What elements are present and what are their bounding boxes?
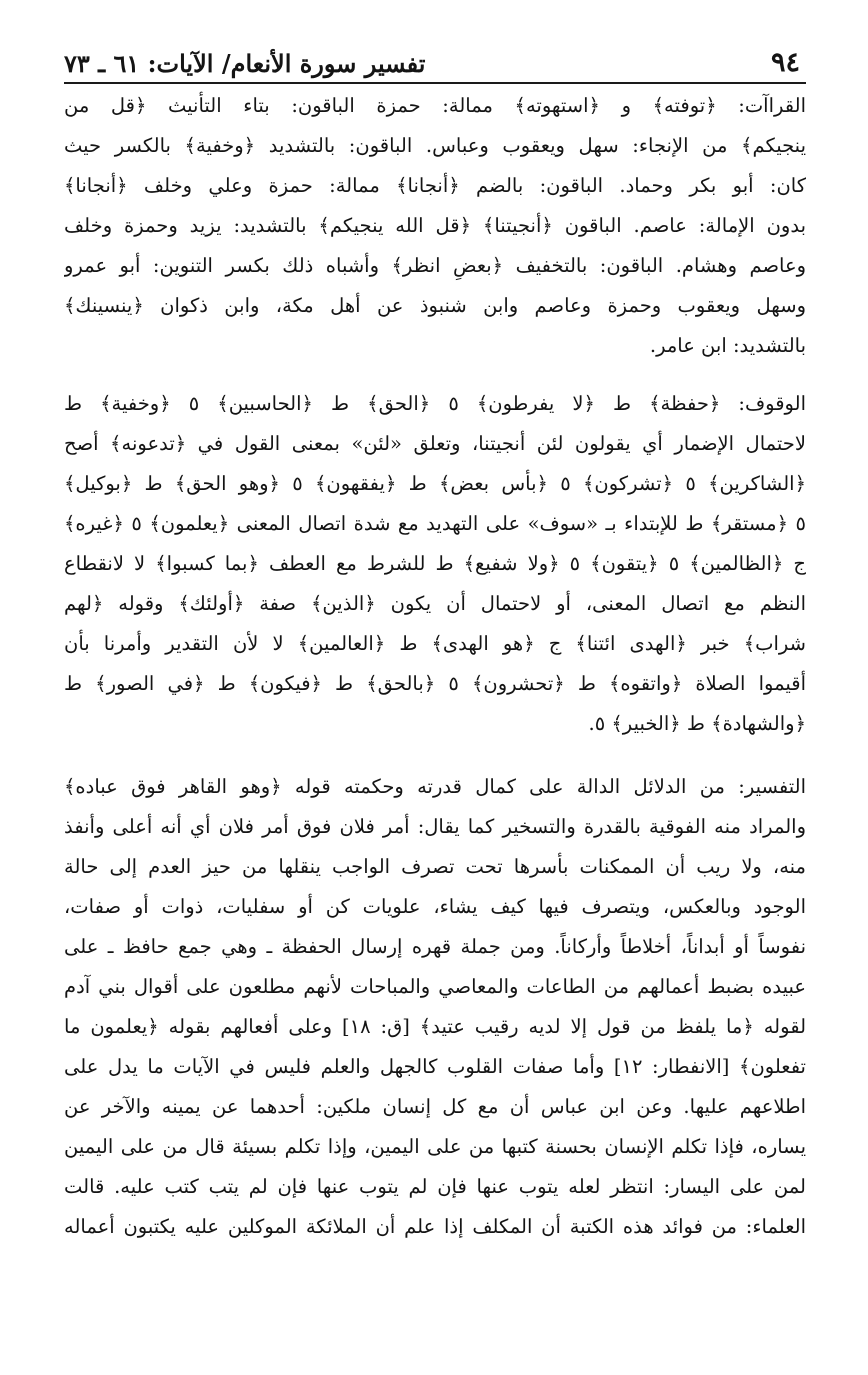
text-line: اطلاعهم عليها. وعن ابن عباس أن مع كل إنسان ملكين: أحدهما عن يمينه والآخر عن xyxy=(64,1095,806,1118)
text-line: والمراد منه الفوقية بالقدرة والتسخير كما يقال: أمر فلان فوق أمر فلان أي أنه أعلى وأنفذ xyxy=(64,815,806,838)
text-line: ج ﴿الظالمين﴾ ٥ ﴿يتقون﴾ ٥ ﴿ولا شفيع﴾ ط للشرط مع العطف ﴿بما كسبوا﴾ لا لانقطاع xyxy=(64,552,806,575)
text-line: وعاصم وهشام. الباقون: بالتخفيف ﴿بعضِ انظر﴾ وأشباه ذلك بكسر التنوين: أبو عمرو xyxy=(64,254,806,277)
text-line: الوقوف: ﴿حفظة﴾ ط ﴿لا يفرطون﴾ ٥ ﴿الحق﴾ ط ﴿الحاسبين﴾ ٥ ﴿وخفية﴾ ط xyxy=(64,392,806,415)
wuquf-section xyxy=(64,384,806,744)
text-line: أقيموا الصلاة ﴿واتقوه﴾ ط ﴿تحشرون﴾ ٥ ﴿بالحق﴾ ط ﴿فيكون﴾ ط ﴿في الصور﴾ ط xyxy=(64,672,806,695)
page-number: ٩٤ xyxy=(770,47,800,78)
text-line: تفعلون﴾ [الانفطار: ١٢] وأما صفات القلوب كالجهل والعلم فليس في الآيات ما يدل على xyxy=(64,1055,806,1078)
text-line: النظم مع اتصال المعنى، أو لاحتمال أن يكون ﴿الذين﴾ صفة ﴿أولئك﴾ وقوله ﴿لهم xyxy=(64,592,806,615)
running-title: تفسير سورة الأنعام/ الآيات: ٦١ ـ ٧٣ xyxy=(64,49,426,78)
text-line: لمن على اليسار: انتظر لعله يتوب عنها فإن لم يتوب عنها فإن لم يتب كتب عليه. قالت xyxy=(64,1175,806,1198)
page-header xyxy=(64,42,806,84)
qiraat-section xyxy=(64,86,806,366)
text-line: التفسير: من الدلائل الدالة على كمال قدرته وحكمته قوله ﴿وهو القاهر فوق عباده﴾ xyxy=(64,775,806,798)
text-line: وسهل ويعقوب وحمزة وعاصم وابن شنبوذ عن أهل مكة، وابن ذكوان ﴿ينسينك﴾ xyxy=(64,294,806,317)
text-line: يساره، فإذا تكلم الإنسان بحسنة كتبها من على اليمين، وإذا تكلم بسيئة قال من على اليمين xyxy=(64,1135,806,1158)
text-line: ينجيكم﴾ من الإنجاء: سهل ويعقوب وعباس. الباقون: بالتشديد ﴿وخفية﴾ بالكسر حيث xyxy=(64,134,806,157)
text-line: منه، ولا ريب أن الممكنات بأسرها تحت تصرف الواجب ينقلها من حيز العدم إلى حالة xyxy=(64,855,806,878)
text-line: العلماء: من فوائد هذه الكتبة أن المكلف إذا علم أن الملائكة الموكلين عليه يكتبون أعماله xyxy=(64,1215,806,1238)
text-line: بدون الإمالة: عاصم. الباقون ﴿أنجيتنا﴾ ﴿قل الله ينجيكم﴾ بالتشديد: يزيد وحمزة وخلف xyxy=(64,214,806,237)
text-line: عبيده بضبط أعمالهم من الطاعات والمعاصي والمباحات لأنهم مطلعون على أقوال بني آدم xyxy=(64,975,806,998)
text-line: نفوساً أو أبداناً، أخلاطاً وأركاناً. ومن جملة قهره إرسال الحفظة ـ وهي جمع حافظ ـ على xyxy=(64,935,806,958)
text-line: الوجود وبالعكس، ويتصرف فيها كيف يشاء، علويات كن أو سفليات، ذوات أو صفات، xyxy=(64,895,806,918)
tafsir-section xyxy=(64,767,806,1247)
text-line: ﴿والشهادة﴾ ط ﴿الخبير﴾ ٥. xyxy=(588,712,806,735)
text-line: بالتشديد: ابن عامر. xyxy=(649,334,806,357)
text-line: ﴿الشاكرين﴾ ٥ ﴿تشركون﴾ ٥ ﴿بأس بعض﴾ ط ﴿يفقهون﴾ ٥ ﴿وهو الحق﴾ ط ﴿بوكيل﴾ xyxy=(64,472,806,495)
text-line: كان: أبو بكر وحماد. الباقون: بالضم ﴿أنجانا﴾ ممالة: حمزة وعلي وخلف ﴿أنجانا﴾ xyxy=(64,174,806,197)
text-line: لقوله ﴿ما يلفظ من قول إلا لديه رقيب عتيد﴾ [ق: ١٨] وعلى أفعالهم بقوله ﴿يعلمون ما xyxy=(64,1015,806,1038)
text-line: ٥ ﴿مستقر﴾ ط للإبتداء بـ «سوف» على التهديد مع شدة اتصال المعنى ﴿يعلمون﴾ ٥ ﴿غيره﴾ xyxy=(64,512,806,535)
text-line: لاحتمال الإضمار أي يقولون لئن أنجيتنا، وتعلق «لئن» بمعنى القول في ﴿تدعونه﴾ أصح xyxy=(64,432,806,455)
text-line: القراآت: ﴿توفته﴾ و ﴿استهوته﴾ ممالة: حمزة الباقون: بتاء التأنيث ﴿قل من xyxy=(64,94,806,117)
text-line: شراب﴾ خبر ﴿الهدى ائتنا﴾ ج ﴿هو الهدى﴾ ط ﴿العالمين﴾ لا لأن التقدير وأمرنا بأن xyxy=(64,632,806,655)
